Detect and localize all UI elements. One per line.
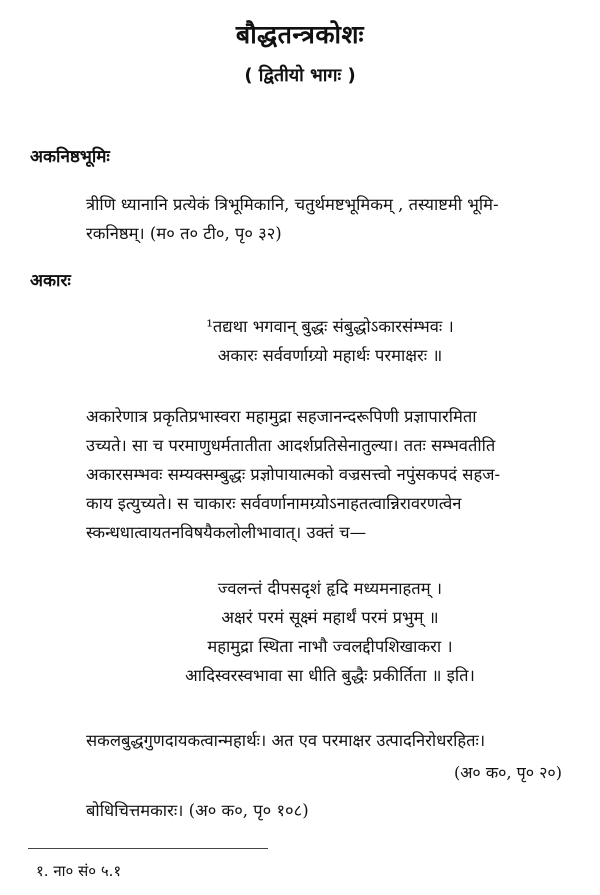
paragraph-line: उच्यते। सा च परमाणुधर्मतातीता आदर्शप्रतिसेनातुल्या। ततः सम्भवतीति [86,436,496,455]
page-title: बौद्धतन्त्रकोशः [235,20,365,49]
paragraph-line: सकलबुद्धगुणदायकत्वान्महार्थः। अत एव परमाक्षर उत्पादनिरोधरहितः। [86,731,486,750]
verse-line: महामुद्रा स्थिता नाभौ ज्वलद्दीपशिखाकरा । [207,637,453,656]
verse-line: ज्वलन्तं दीपसदृशं हृदि मध्यमनाहतम् । [217,579,443,598]
verse-line: अकारः सर्ववर्णाग्र्यो महार्थः परमाक्षरः ॥ [217,346,443,365]
footnote: १. ना० सं० ५.१ [36,862,122,880]
paragraph-line: स्कन्धधात्वायतनविषयैकलोलीभावात्। उक्तं च— [86,523,367,542]
paragraph-line: अकारसम्भवः सम्यक्सम्बुद्धः प्रज्ञोपायात्मको वज्रसत्त्वो नपुंसकपदं सहज- [86,465,501,484]
entry-paragraph [86,402,566,547]
closing-line [86,726,566,755]
paragraph-line: रकनिष्ठम्। (म० त० टी०, पृ० ३२) [86,224,282,243]
headword-akara: अकारः [30,271,71,291]
paragraph-line: त्रीणि ध्यानानि प्रत्येकं त्रिभूमिकानि, चतुर्थमष्टभूमिकम् , तस्याष्टमी भूमि- [86,195,499,214]
paragraph-line: बोधिचित्तमकारः। (अ० क०, पृ० १०८) [86,801,309,820]
headword-akanishthabhumi: अकनिष्ठभूमिः [30,147,110,167]
source-citation: (अ० क०, पृ० २०) [453,763,562,782]
entry-paragraph [86,190,566,248]
verse-block [30,574,600,690]
page-subtitle: ( द्वितीयो भागः ) [244,65,356,86]
bodhi-line [86,796,566,825]
paragraph-line: अकारेणात्र प्रकृतिप्रभास्वरा महामुद्रा सहजानन्दरूपिणी प्रज्ञापारमिता [86,407,477,426]
verse-line: ¹तद्यथा भगवान् बुद्धः संबुद्धोऽकारसंम्भवः । [206,317,454,336]
paragraph-line: काय इत्युच्यते। स चाकारः सर्ववर्णानामग्र्योऽनाहतत्वान्निरावरणत्वेन [86,494,462,513]
footnote-divider [28,848,268,849]
verse-line: अक्षरं परमं सूक्ष्मं महार्थं परमं प्रभुम् ॥ [221,608,439,627]
verse-line: आदिस्वरस्वभावा सा धीति बुद्धैः प्रकीर्तिता ॥ इति। [185,666,475,685]
verse-block [30,312,600,370]
